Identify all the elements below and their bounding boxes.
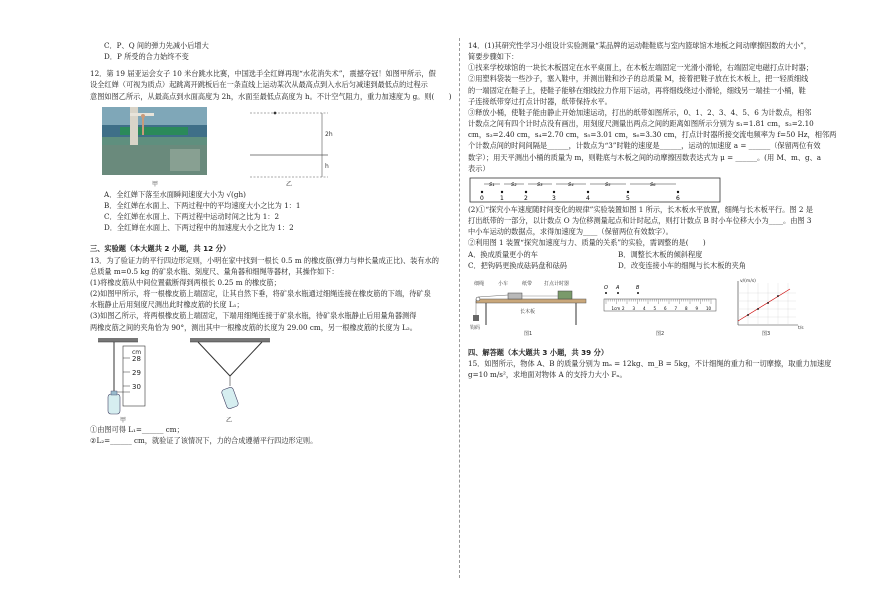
q13-fig-label-yi: 乙: [226, 416, 233, 424]
q12-option-a: A．全红婵下落至水面瞬间速度大小为 √(gh): [104, 189, 246, 199]
q15-line-1: 15．如图所示，物体 A、B 的质量分别为 mₐ = 12kg、m_B = 5kg，不计细绳的重力和一切摩擦，取重力加速度: [468, 358, 832, 368]
q12-option-b: B．全红婵在水面上、下两过程中的平均速度大小之比为 1：1: [104, 200, 301, 210]
ruler-point-label: B: [636, 284, 640, 291]
section-4-heading: 四、解答题（本大题共 3 小题，共 39 分）: [468, 347, 609, 357]
apparatus-figure: [473, 291, 586, 325]
q14-p2-line-1: (2)①“探究小车速度随时间变化的规律”实验装置如图 1 所示，长木板水平放置，细绳与长木板平行。图 2 是: [468, 204, 813, 214]
fig1-caption: 图1: [524, 330, 533, 337]
q12-figures: [90, 105, 452, 189]
ruler-number: 3: [632, 305, 636, 311]
q14-options-row-1: [468, 249, 844, 260]
ruler-point: [605, 292, 607, 294]
q14-p1-line-9: cm，s₃=2.40 cm，s₄=2.70 cm，s₅=3.01 cm，s₆=3.30 cm，打点计时器所接交流电频率为 f=50 Hz，相邻两: [468, 130, 837, 140]
tape-point: [525, 191, 527, 193]
tape-point: [587, 191, 589, 193]
q13-fig-label-jia: 甲: [120, 416, 127, 424]
right-column: [468, 40, 844, 380]
q14-option-b: B．调整长木板的倾斜程度: [618, 249, 703, 259]
fig2-caption: 图2: [656, 330, 665, 337]
q13-line-7: 两橡皮筋之间的夹角恰为 90°，测出其中一根橡皮筋的长度为 29.00 cm，另一根橡皮筋的长度为 L₂。: [90, 322, 417, 332]
q13-answer-1: ①由图可得 L₁=______ cm；: [90, 424, 184, 434]
tape-point-label: 6: [676, 194, 680, 202]
q14-option-a: A．换成质量更小的车: [468, 249, 538, 259]
q14-option-d: D．改变连接小车的细绳与长木板的夹角: [618, 260, 746, 270]
diving-photo: [102, 107, 207, 175]
q13-line-5: 水瓶静止后用刻度尺测出此时橡皮筋的长度 L₁；: [90, 300, 244, 310]
q14-p1-line-1: 14．(1)其研究性学习小组设计实验测量“某品牌的运动鞋鞋底与室内篮球馆木地板之间动摩擦因数的大小”，: [468, 41, 811, 50]
ruler-figure: [604, 285, 716, 311]
tape-point-label: 2: [524, 194, 528, 202]
fig1-label-cart: 小车: [498, 280, 509, 287]
fig1-label-timer: 打点计时器: [544, 280, 570, 287]
ruler-point-label: O: [604, 284, 608, 291]
q14-p1-line-11: 数字）；用天平测出小桶的质量为 m，则鞋底与木板之间的动摩擦因数表达式为 μ = ______。(用 M、m、g、a: [468, 152, 822, 162]
q14-p1-line-7: ③释放小桶，使鞋子能由静止开始加速运动，打出的纸带如图所示，0、1、2、3、4、5、6 为计数点，相邻: [468, 107, 812, 117]
ruler-point: [617, 292, 619, 294]
ruler-number: 7: [674, 305, 678, 311]
q14-p1-line-2: 简要步骤如下：: [468, 52, 519, 62]
section-3-heading: 三、实验题（本大题共 2 小题，共 12 分）: [90, 244, 231, 254]
q14-figures: [468, 273, 844, 337]
ruler-number: 5: [653, 305, 657, 311]
tape-segment-label: s₄: [568, 180, 574, 188]
q13-line-2: 总质量 m=0.5 kg 的矿泉水瓶、刻度尺、量角器和细绳等器材，其操作如下：: [90, 266, 339, 276]
q12-option-c: C．全红婵在水面上、下两过程中运动时间之比为 1：2: [104, 212, 280, 222]
tape-point: [627, 191, 629, 193]
q14-p1-line-6: 子连接纸带穿过打点计时器，纸带保持水平。: [468, 96, 612, 106]
q13-figure-svg: [90, 336, 452, 424]
tape-point-label: 1: [500, 194, 504, 202]
q12-line-1: 12．第 19 届亚运会女子 10 米台跳水比赛，中国选手全红婵再现“水花消失术”，震撼夺冠！如图甲所示，假: [90, 69, 436, 79]
q12-line-3: 意图如图乙所示，从最高点到水面高度为 2h，水面至最低点高度为 h。不计空气阻力，重力加速度为 g。则( ): [90, 91, 452, 101]
ruler-tick-29: 29: [132, 368, 141, 377]
q13-line-1: 13．为了验证力的平行四边形定则，小明在家中找到一根长 0.5 m 的橡皮筋(弹力与伸长量成正比)、装有水的: [90, 255, 439, 265]
q12-height-h: h: [325, 162, 329, 170]
ruler-number: 8: [685, 305, 688, 311]
fig1-label-rope: 细绳: [474, 280, 485, 287]
q14-p1-line-4: ②用塑料袋装一些沙子，塞入鞋中，并测出鞋和沙子的总质量 M，接着把鞋子放在长木板上，把一轻质细线: [468, 74, 809, 84]
q12-figure-svg: [90, 105, 452, 189]
q14-p1-line-8: 计数点之间有四个计时点没有画出，用刻度尺测量出两点之间的距离如图所示分别为 s₁=1.81 cm，s₂=2.10: [468, 119, 814, 129]
ruler-number: 9: [695, 305, 699, 311]
tape-point-label: 3: [552, 194, 556, 202]
ruler-unit: cm: [132, 348, 142, 356]
height-diagram: [250, 111, 328, 176]
q12-option-d: D．全红婵在水面上、下两过程中的加速度大小之比为 1：2: [104, 223, 294, 233]
ruler-number: 2: [622, 305, 625, 311]
q12-height-2h: 2h: [325, 130, 333, 138]
q14-p1-line-5: 的一端固定在鞋子上，使鞋子能够在细线拉力作用下运动，再将细线绕过小滑轮，细线另一端挂一小桶，鞋: [468, 85, 806, 95]
q14-figure-svg: [468, 273, 844, 337]
q13-line-6: (3)如图乙所示，将两根橡皮筋上端固定，下端用细绳连接于矿泉水瓶，待矿泉水瓶静止后用量角器测得: [90, 311, 417, 321]
left-column: [90, 40, 452, 446]
vt-graph-figure: [738, 281, 798, 325]
ruler-number: 1cm: [611, 305, 621, 311]
ruler-point: [637, 292, 639, 294]
q14-p2-line-3: 中小车运动的数据点，求得加速度为____（保留两位有效数字）。: [468, 227, 673, 237]
fig1-label-tape: 纸带: [522, 280, 533, 287]
option-c-prev: C．P、Q 间的弹力先减小后增大: [104, 41, 209, 50]
tape-point: [481, 191, 483, 193]
fig3-x-label: t/s: [798, 325, 804, 331]
q14-options-row-2: [468, 260, 844, 271]
ruler-tick-28: 28: [132, 354, 141, 363]
q13-answer-2: ②L₂=______ cm，就验证了该情况下，力的合成遵循平行四边形定则。: [90, 435, 318, 445]
fig1-label-board: 长木板: [520, 308, 536, 315]
option-d-prev: D．P 所受的合力始终不变: [104, 52, 189, 62]
q14-option-c: C．把钩码更换成砝码盘和砝码: [468, 260, 567, 270]
paper-tape-figure: [468, 176, 844, 204]
q14-p1-line-3: ①找来学校球馆的一块长木板固定在水平桌面上，在木板左端固定一光滑小滑轮，右端固定电磁打点计时器；: [468, 63, 814, 73]
tape-segment-label: s₁: [489, 180, 495, 188]
ruler-number: 6: [664, 305, 667, 311]
column-divider: [459, 38, 460, 578]
tape-segment-label: s₅: [605, 180, 611, 188]
ruler-number: 4: [643, 305, 646, 311]
q13-line-4: (2)如图甲所示，将一根橡皮筋上端固定，让其自然下垂，将矿泉水瓶通过细绳连接在橡皮筋的下端，待矿泉: [90, 289, 431, 299]
q14-p1-line-10: 个计数点间的时间间隔是______，计数点为“3”时鞋的速度是______，运动的加速度 a = ______（保留两位有效: [468, 141, 821, 151]
two-band-setup: [190, 338, 270, 409]
tape-point: [553, 191, 555, 193]
q15-line-2: g=10 m/s²，求地面对物体 A 的支持力大小 Fₙ。: [468, 370, 627, 380]
tape-segment-label: s₆: [650, 180, 656, 188]
ruler-number: 10: [706, 305, 712, 311]
q14-p2-line-4: ②利用图 1 装置“探究加速度与力、质量的关系”的实验，需调整的是( ): [468, 238, 706, 248]
fig3-caption: 图3: [762, 330, 771, 337]
tape-segment-label: s₂: [511, 180, 517, 188]
paper-tape-svg: [468, 176, 844, 204]
q12-fig-label-jia: 甲: [152, 180, 159, 188]
q13-figures: [90, 336, 452, 424]
tape-point-label: 0: [480, 194, 484, 202]
tape-point-label: 5: [626, 194, 630, 202]
q13-line-3: (1)将橡皮筋从中间位置截断得到两根长 0.25 m 的橡皮筋；: [90, 277, 281, 287]
ruler-tick-30: 30: [132, 382, 141, 391]
q12-fig-label-yi: 乙: [286, 180, 293, 188]
ruler-point-label: A: [616, 284, 620, 291]
q14-p1-line-12: 表示）: [468, 163, 490, 173]
q14-p2-line-2: 打出纸带的一部分，以计数点 O 为位移测量起点和计时起点，则打计数点 B 时小车位移大小为____。由图 3: [468, 216, 812, 226]
tape-segment-label: s₃: [537, 180, 543, 188]
tape-point: [677, 191, 679, 193]
tape-point: [501, 191, 503, 193]
fig3-y-label: v/(m/s): [740, 278, 756, 284]
fig1-label-weight: 钩码: [470, 324, 481, 331]
tape-point-label: 4: [586, 194, 590, 202]
q12-line-2: 设全红婵（可视为质点）起跳离开跳板后在一条直线上运动某次从最高点到入水后匀减速到最低点的过程示: [90, 80, 428, 90]
